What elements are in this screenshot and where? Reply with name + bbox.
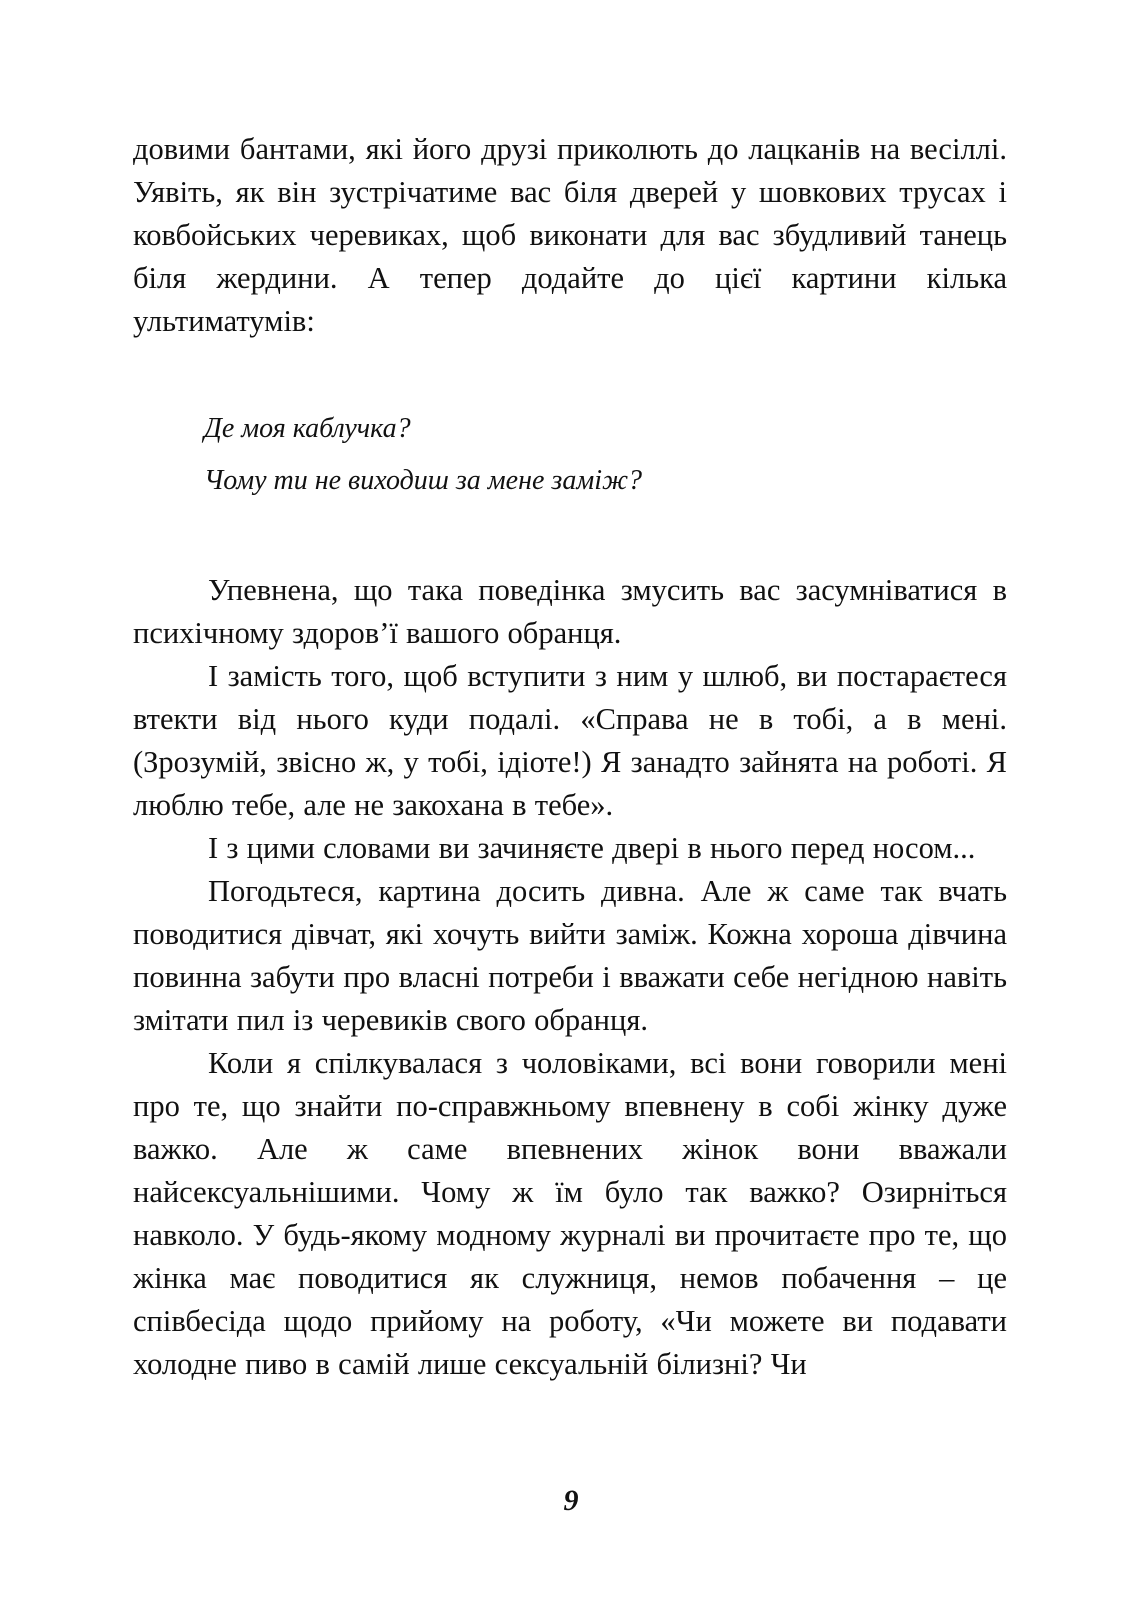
page-number: 9 — [563, 1484, 579, 1517]
quote-spacer-bottom — [133, 507, 1007, 569]
paragraph-koly: Коли я спілкувалася з чоловіками, всі вони говорили мені про те, що знайти по-справжньому впевнену в собі жінку дуже важко. Але ж саме впевнених жінок вони вважали найсексуальнішими. Чому ж їм було так важко? Озирніться навколо. У будь-якому модному журналі ви прочитаєте про те, що жінка має поводитися як служниця, немов побачення – це співбесіда щодо прийому на роботу, «Чи можете ви подавати холодне пиво в самій лише сексуальній білизні? Чи — [133, 1046, 1007, 1381]
text-column — [133, 128, 1007, 1386]
paragraph-zamist: І замість того, щоб вступити з ним у шлюб, ви постараєтеся втекти від нього куди подалі. «Справа не в тобі, а в мені. (Зрозумій, звісно ж, у тобі, ідіоте!) Я занадто зайнята на роботі. Я люблю тебе, але не закохана в тебе». — [133, 659, 1007, 822]
paragraph-upevnena: Упевнена, що така поведінка змусить вас засумніватися в психічному здоров’ї вашого обранця. — [133, 573, 1007, 650]
paragraph-pohodtesya: Погодьтеся, картина досить дивна. Але ж саме так вчать поводитися дівчат, які хочуть вийти заміж. Кожна хороша дівчина повинна забути про власні потреби і вважати себе негідною навіть змітати пил із черевиків свого обранця. — [133, 874, 1007, 1037]
quote-spacer-top — [133, 343, 1007, 403]
quote-block — [133, 403, 1007, 507]
quote-line-ring: Де моя каблучка? — [204, 413, 411, 444]
quote-line-marry: Чому ти не виходиш за мене заміж? — [204, 465, 643, 496]
paragraph-continuation: довими бантами, які його друзі приколють до лацканів на весіллі. Уявіть, як він зустрічатиме вас біля дверей у шовкових трусах і ковбойських черевиках, щоб виконати для вас збудливий танець біля жердини. А тепер додайте до цієї картини кілька ультиматумів: — [133, 132, 1007, 338]
paragraph-slovamy: І з цими словами ви зачиняєте двері в нього перед носом... — [208, 831, 976, 865]
